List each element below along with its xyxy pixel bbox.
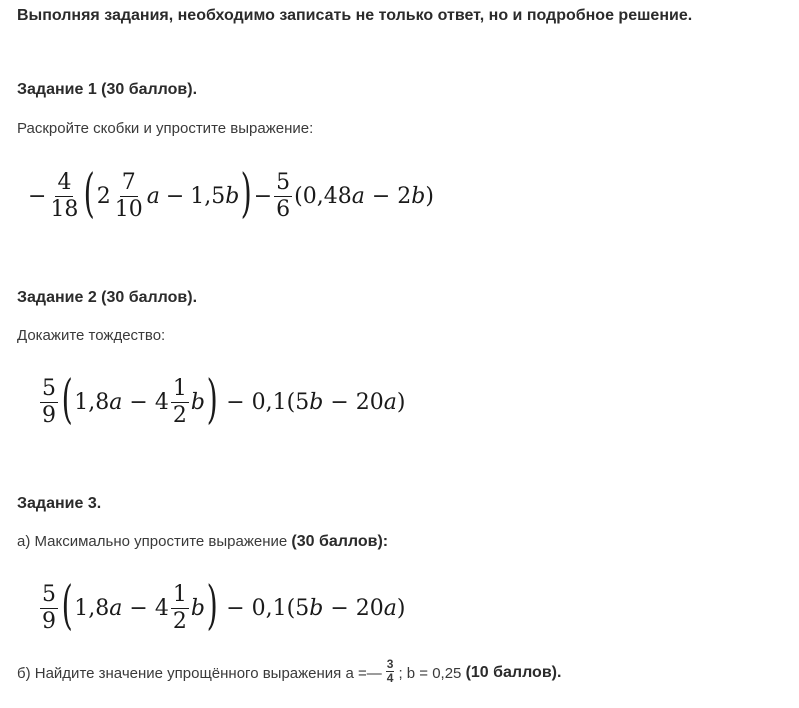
task2-title: Задание 2 (30 баллов). bbox=[17, 289, 198, 306]
denominator: 9 bbox=[42, 402, 56, 428]
task3-part-b bbox=[17, 657, 562, 686]
variable-b: b bbox=[309, 389, 324, 415]
right-paren: ) bbox=[206, 576, 218, 636]
denominator: 2 bbox=[172, 402, 187, 428]
coefficient: 1,8 bbox=[74, 595, 110, 621]
variable-b: b bbox=[190, 595, 205, 621]
denominator: 18 bbox=[50, 196, 79, 222]
variable-b: b bbox=[411, 183, 426, 209]
part-b-text: б) Найдите значение упрощённого выражения a =— bbox=[17, 664, 382, 682]
part-b-rest: ; b = 0,25 bbox=[398, 664, 466, 682]
minus-whole: − 4 bbox=[122, 595, 169, 621]
task3-title: Задание 3. bbox=[17, 495, 102, 512]
part-a-text: а) Максимально упростите выражение bbox=[17, 533, 292, 550]
fraction-5-9 bbox=[40, 583, 58, 632]
left-paren: ( bbox=[61, 576, 73, 636]
variable-a: a bbox=[351, 183, 365, 209]
numerator: 5 bbox=[276, 170, 291, 196]
denominator: 2 bbox=[172, 608, 187, 634]
tail-close: ) bbox=[396, 595, 406, 621]
task2-expression bbox=[38, 366, 405, 438]
denominator: 4 bbox=[386, 670, 394, 685]
numerator: 1 bbox=[172, 376, 187, 402]
coefficient: 1,8 bbox=[74, 389, 110, 415]
task3-expression bbox=[38, 572, 405, 644]
variable-a: a bbox=[383, 389, 397, 415]
tail-open: − 0,1(5 bbox=[219, 389, 310, 415]
variable-a: a bbox=[383, 595, 397, 621]
task3-part-a bbox=[17, 533, 388, 551]
tail-open: (0,48 bbox=[294, 183, 352, 209]
task1-title: Задание 1 (30 баллов). bbox=[17, 81, 198, 98]
numerator: 4 bbox=[57, 170, 72, 196]
variable-b: b bbox=[190, 389, 205, 415]
fraction-5-6 bbox=[274, 171, 292, 220]
minus-whole: − 4 bbox=[122, 389, 169, 415]
fraction-1-2 bbox=[171, 583, 189, 632]
right-paren: ) bbox=[206, 370, 218, 430]
numerator: 3 bbox=[386, 657, 394, 671]
fraction-7-10 bbox=[113, 171, 145, 220]
numerator: 7 bbox=[121, 170, 136, 196]
minus-sign: − bbox=[165, 183, 185, 209]
minus-sign: − bbox=[28, 183, 47, 209]
tail-open: − 0,1(5 bbox=[219, 595, 310, 621]
denominator: 10 bbox=[114, 196, 143, 222]
fraction-3-4 bbox=[386, 658, 395, 684]
tail-mid: − 2 bbox=[364, 183, 412, 209]
task2-instruction: Докажите тождество: bbox=[17, 327, 166, 344]
tail-close: ) bbox=[425, 183, 434, 209]
variable-b: b bbox=[309, 595, 324, 621]
numerator: 5 bbox=[42, 376, 56, 402]
minus-sign: − bbox=[253, 183, 273, 209]
fraction-1-2 bbox=[171, 377, 189, 426]
intro-text: Выполняя задания, необходимо записать не только ответ, но и подробное решение. bbox=[17, 7, 693, 24]
fraction-5-9 bbox=[40, 377, 58, 426]
part-b-points: (10 баллов). bbox=[465, 664, 562, 682]
variable-b: b bbox=[225, 183, 240, 209]
denominator: 6 bbox=[276, 196, 291, 222]
part-a-points: (30 баллов): bbox=[291, 533, 389, 550]
variable-a: a bbox=[109, 595, 123, 621]
tail-mid: − 20 bbox=[323, 595, 384, 621]
fraction-4-18 bbox=[48, 171, 80, 220]
variable-a: a bbox=[146, 183, 160, 209]
numerator: 1 bbox=[172, 582, 187, 608]
task1-expression bbox=[28, 160, 434, 232]
tail-mid: − 20 bbox=[323, 389, 384, 415]
left-paren: ( bbox=[84, 164, 96, 224]
left-paren: ( bbox=[61, 370, 73, 430]
tail-close: ) bbox=[396, 389, 406, 415]
mixed-whole: 2 bbox=[96, 183, 111, 209]
denominator: 9 bbox=[42, 608, 56, 634]
task1-instruction: Раскройте скобки и упростите выражение: bbox=[17, 120, 314, 137]
coefficient: 1,5 bbox=[190, 183, 226, 209]
right-paren: ) bbox=[240, 164, 253, 224]
numerator: 5 bbox=[42, 582, 56, 608]
variable-a: a bbox=[109, 389, 123, 415]
